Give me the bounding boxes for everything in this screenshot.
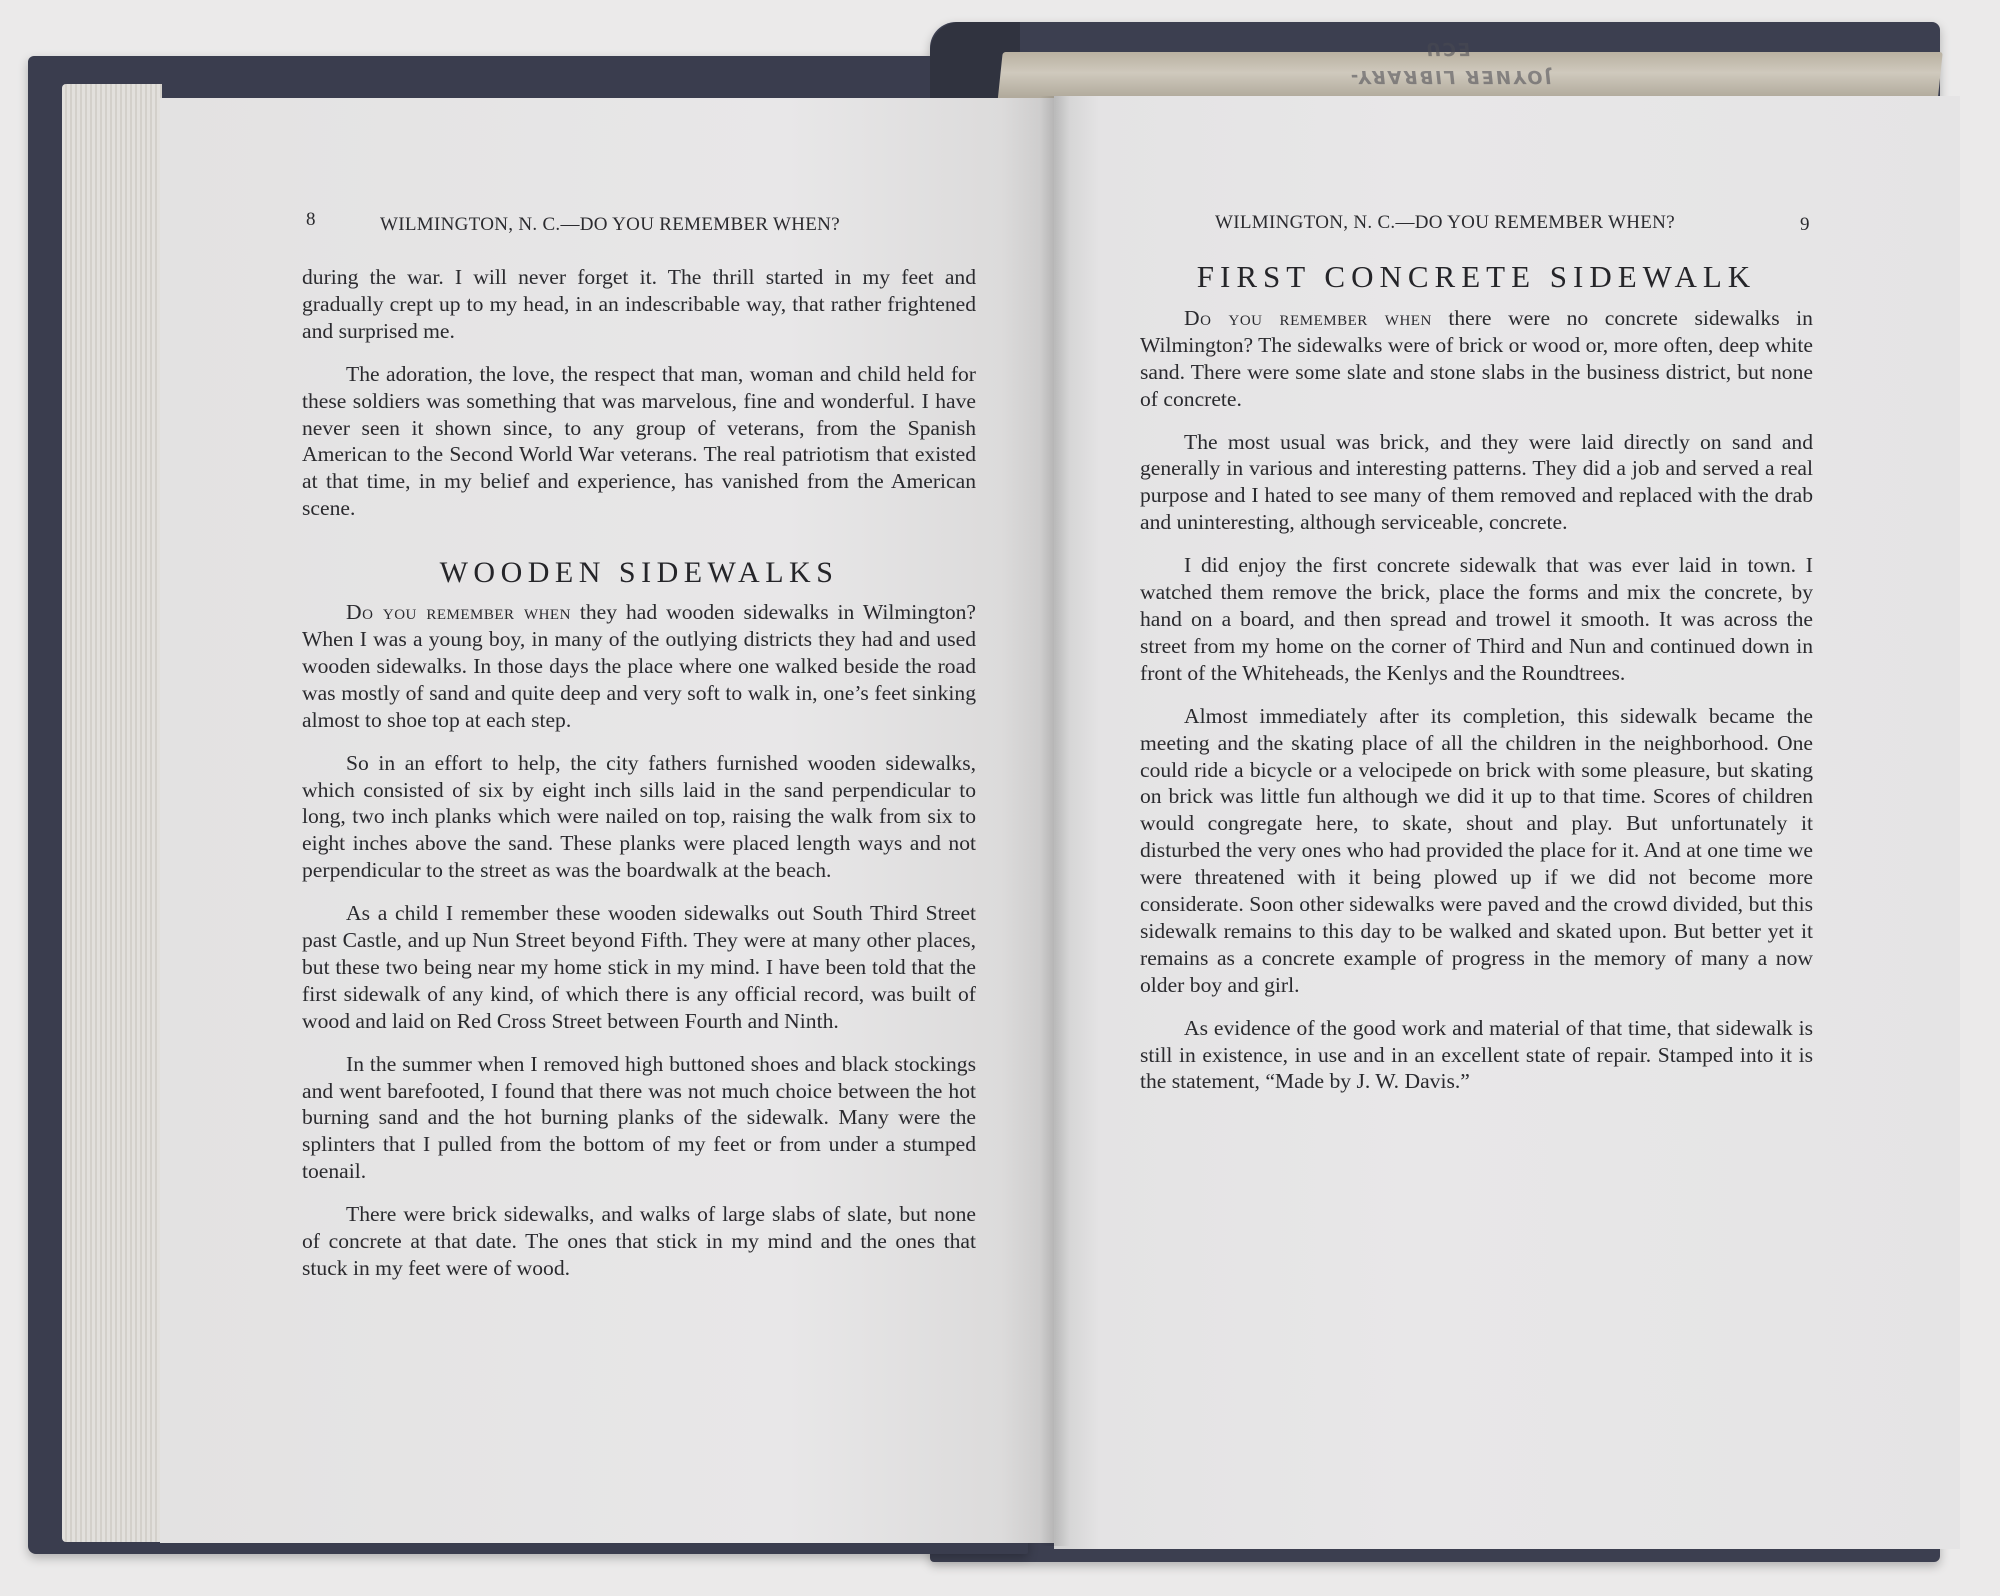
page-stack-left: [62, 84, 162, 1542]
lead-small-caps: Do you remember when: [346, 600, 571, 625]
right-text-column: [1140, 259, 1813, 1095]
paragraph: I did enjoy the first concrete sidewalk that was ever laid in town. I watched them remove the brick, place the forms and mix the concrete, by hand on a board, and then spread and trowel it smooth. It was across the street from my home on the corner of Third and Nun and continued down in front of the Whiteheads, the Kenlys and the Roundtrees.: [1140, 553, 1813, 685]
paragraph: In the summer when I removed high buttoned shoes and black stockings and went barefooted, I found that there was not much choice between the hot burning sand and the hot burning planks of the sidewalk. Many were the splinters that I pulled from the bottom of my feet or from under a stumped toenail.: [302, 1051, 976, 1184]
section-heading-first-concrete-sidewalk: FIRST CONCRETE SIDEWALK: [1196, 259, 1757, 294]
left-text-column: [302, 264, 976, 1282]
left-running-head: WILMINGTON, N. C.—DO YOU REMEMBER WHEN?: [380, 214, 840, 235]
lead-text: there were no concrete sidewalks in Wilmington? The sidewalks were of brick or wood or, more often, deep white sand. There were some slate and stone slabs in the business district, but none of concrete.: [1140, 305, 1813, 411]
right-running-head: WILMINGTON, N. C.—DO YOU REMEMBER WHEN?: [1215, 212, 1675, 233]
paragraph: So in an effort to help, the city fathers furnished wooden sidewalks, which consisted of six by eight inch sills laid in the sand perpendicular to long, two inch planks which were nailed on top, raising the walk from six to eight inches above the sand. These planks were placed length ways and not perpendicular to the street as was the boardwalk at the beach.: [302, 750, 976, 883]
lead-text: they had wooden sidewalks in Wilmington? When I was a young boy, in many of the outlying districts they had and used wooden sidewalks. In those days the place where one walked beside the road was mostly of sand and quite deep and very soft to walk in, one’s feet sinking almost to shoe top at each step.: [302, 600, 976, 732]
paragraph: There were brick sidewalks, and walks of large slabs of slate, but none of concrete at that date. The ones that stick in my mind and the ones that stuck in my feet were of wood.: [302, 1202, 976, 1280]
lead-small-caps: Do you remember when: [1184, 305, 1432, 330]
book-gutter: [1040, 96, 1070, 1546]
paragraph: The adoration, the love, the respect that man, woman and child held for these soldiers was something that was marvelous, fine and wonderful. I have never seen it shown since, to any group of veterans, from the Spanish American to the Second World War veterans. The real patriotism that existed at that time, in my belief and experience, has vanished from the American scene.: [302, 361, 976, 521]
section-heading-wooden-sidewalks: WOODEN SIDEWALKS: [439, 556, 839, 590]
paragraph: during the war. I will never forget it. The thrill started in my feet and gradually crept up to my head, in an indescribable way, that rather frightened and surprised me.: [302, 265, 976, 343]
paragraph: As a child I remember these wooden sidewalks out South Third Street past Castle, and up Nun Street beyond Fifth. They were at many other places, but these two being near my home stick in my mind. I have been told that the first sidewalk of any kind, of which there is any official record, was built of wood and laid on Red Cross Street between Fourth and Ninth.: [302, 901, 976, 1033]
lead-paragraph: [302, 599, 976, 734]
right-page-number: 9: [1800, 214, 1810, 235]
paragraph: Almost immediately after its completion, this sidewalk became the meeting and the skating place of all the children in the neighborhood. One could ride a bicycle or a velocipede on brick with some pleasure, but skating on brick was little fun although we did it up to that time. Scores of children would congregate here, to skate, shout and play. But unfortunately it disturbed the very ones who had provided the place for it. And at one time we were threatened with it being plowed up if we did not become more considerate. Soon other sidewalks were paved and the crowd divided, but this sidewalk remains to this day to be walked and skated upon. But better yet it remains as a concrete example of progress in the memory of many a now older boy and girl.: [1140, 703, 1813, 997]
lead-paragraph: [1140, 305, 1813, 413]
library-edge-stamp: JOYNER LIBRARY-ECU: [1347, 38, 1553, 87]
paragraph: The most usual was brick, and they were laid directly on sand and generally in various and interesting patterns. They did a job and served a real purpose and I hated to see many of them removed and replaced with the drab and uninteresting, although serviceable, concrete.: [1140, 429, 1813, 535]
paragraph: As evidence of the good work and material of that time, that sidewalk is still in existence, in use and in an excellent state of repair. Stamped into it is the statement, “Made by J. W. Davis.”: [1140, 1015, 1813, 1094]
left-page-number: 8: [306, 209, 316, 230]
